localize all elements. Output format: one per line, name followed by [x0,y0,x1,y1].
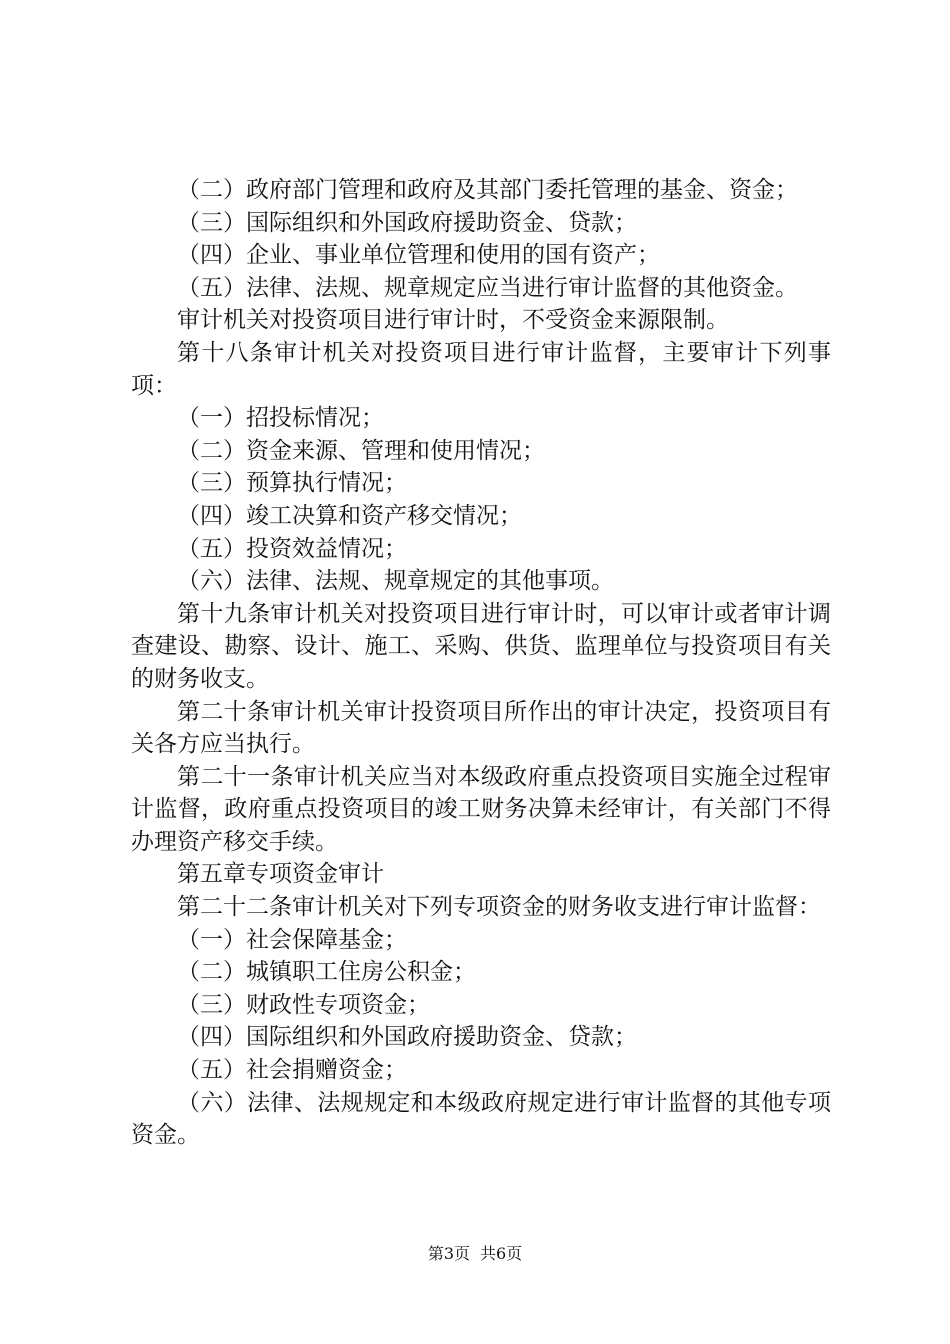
paragraph: （二）资金来源、管理和使用情况； [177,437,545,464]
paragraph: 审计机关对投资项目进行审计时，不受资金来源限制。 [177,307,729,334]
chapter-heading: 第五章专项资金审计 [177,861,384,888]
paragraph: （五）投资效益情况； [177,535,407,562]
paragraph: （四）企业、事业单位管理和使用的国有资产； [177,242,660,269]
page-number: 第3页 [427,1244,470,1263]
paragraph: （一）招投标情况； [177,405,384,432]
paragraph: （三）预算执行情况； [177,470,407,497]
page-footer [0,1244,950,1264]
article-19-paragraph: 第十九条审计机关对投资项目进行审计时，可以审计或者审计调查建设、勘察、设计、施工、采购、供货、监理单位与投资项目有关的财务收支。 [131,600,831,692]
paragraph: （六）法律、法规规定和本级政府规定进行审计监督的其他专项资金。 [131,1089,831,1149]
paragraph: （六）法律、法规、规章规定的其他事项。 [177,568,614,595]
paragraph: （二）城镇职工住房公积金； [177,959,476,986]
paragraph: （三）国际组织和外国政府援助资金、贷款； [177,209,637,236]
paragraph: （一）社会保障基金； [177,926,407,953]
paragraph: （四）竣工决算和资产移交情况； [177,502,522,529]
paragraph: （四）国际组织和外国政府援助资金、贷款； [177,1024,637,1051]
paragraph: （三）财政性专项资金； [177,991,430,1018]
article-22-paragraph: 第二十二条审计机关对下列专项资金的财务收支进行审计监督： [177,894,821,921]
paragraph: （五）社会捐赠资金； [177,1057,407,1084]
paragraph: （二）政府部门管理和政府及其部门委托管理的基金、资金； [177,177,798,203]
document-body [131,174,831,1152]
article-20-paragraph: 第二十条审计机关审计投资项目所作出的审计决定，投资项目有关各方应当执行。 [131,698,831,758]
paragraph: （五）法律、法规、规章规定应当进行审计监督的其他资金。 [177,274,798,301]
article-18-paragraph: 第十八条审计机关对投资项目进行审计监督，主要审计下列事项： [131,339,831,399]
article-21-paragraph: 第二十一条审计机关应当对本级政府重点投资项目实施全过程审计监督，政府重点投资项目的竣工财务决算未经审计，有关部门不得办理资产移交手续。 [131,763,831,855]
page-total: 共6页 [480,1244,523,1263]
